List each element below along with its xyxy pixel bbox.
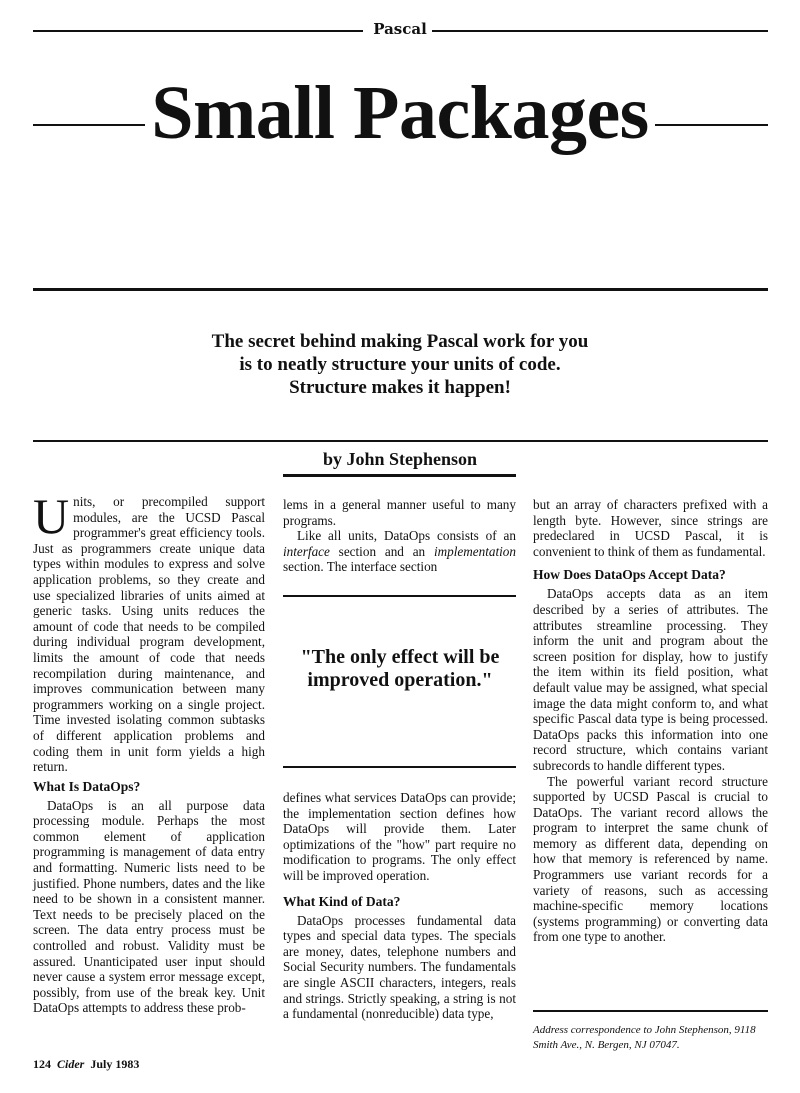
body-paragraph: DataOps is an all purpose data processing module. Perhaps the most common element of application programming is management of data entry and formatting. Numeric lists need to be justified. Phone numbers, dates and the like need to be shown in a consistent manner. Text needs to be precisely placed on the screen. The data entry process must be controlled and robust. Validity must be assured. Unanticipated user input should never cause a system error message except, possibly, from use of the break key. Unit DataOps attempts to address these prob- — [33, 797, 265, 1016]
page-footer — [33, 1057, 233, 1071]
subheading-what-is-dataops: What Is DataOps? — [33, 778, 141, 794]
column-2-top — [283, 497, 516, 575]
body-paragraph: but an array of characters prefixed with a length byte. However, since strings are predeclared in UCSD Pascal, it is convenient to think of them as fundamental. — [533, 497, 768, 559]
issue-date: July 1983 — [90, 1057, 140, 1071]
quote-rule-bottom — [283, 766, 516, 768]
section-label: Pascal — [0, 20, 800, 38]
body-paragraph: The powerful variant record structure supported by UCSD Pascal is crucial to DataOps. The variant record allows the program to interpret the same chunk of memory as different data, depending on how that memory is referenced by name. Programmers use variant records for a variety of reasons, such as accessing machine-specific memory locations (systems programming) or converting data from one type to another. — [533, 773, 768, 945]
body-paragraph: DataOps processes fundamental data types and special data types. The specials are money, dates, telephone numbers and Social Security numbers. The fundamentals are single ASCII characters, integers, reals and strings. Strictly speaking, a string is not a fundamental (nonreducible) data type, — [283, 912, 516, 1022]
deck-line: is to neatly structure your units of code. — [239, 354, 561, 375]
column-2-bottom — [283, 790, 516, 1022]
title-rule-right — [655, 124, 768, 126]
byline-rule-bottom — [283, 474, 516, 477]
column-3 — [533, 497, 768, 945]
correspondence-rule — [533, 1010, 768, 1012]
title-rule-left — [33, 124, 145, 126]
pull-quote: "The only effect will be improved operation." — [300, 646, 500, 691]
correspondence-note: Address correspondence to John Stephenson, 9118 Smith Ave., N. Bergen, NJ 07047. — [533, 1024, 756, 1051]
quote-rule-top — [283, 595, 516, 597]
byline-rule-top — [33, 440, 768, 442]
deck — [150, 330, 650, 399]
subheading-what-kind-of-data: What Kind of Data? — [283, 893, 401, 909]
page-number: 124 — [33, 1057, 51, 1071]
byline: by John Stephenson — [322, 449, 478, 469]
magazine-logo: Cider — [57, 1057, 85, 1071]
column-1 — [33, 488, 265, 1016]
deck-line: Structure makes it happen! — [289, 377, 511, 398]
page-title: Small Packages — [151, 71, 649, 155]
body-paragraph: lems in a general manner useful to many programs. — [283, 497, 516, 528]
drop-cap: U — [33, 488, 70, 544]
title-divider — [33, 288, 768, 291]
deck-line: The secret behind making Pascal work for you — [211, 331, 589, 352]
subheading-how-does-dataops-accept-data: How Does DataOps Accept Data? — [533, 567, 726, 583]
body-paragraph: DataOps accepts data as an item described by a series of attributes. The attributes streamline processing. They inform the unit and program about the screen position for display, how to justify the item within its field position, what default value may be assigned, what special image the data might conform to, and what specific Pascal data type is being processed. DataOps packs this information into one record structure, which contains variant subrecords to handle different types. — [533, 586, 768, 773]
body-paragraph: Like all units, DataOps consists of an interface section and an implementation section. The interface section — [283, 528, 516, 575]
intro-paragraph: Units, or precompiled support modules, are the UCSD Pascal programmer's great efficiency tools. Just as programmers create unique data types within modules to express and solve application problems, so they create and use specialized libraries of units aimed at generic tasks. Using units reduces the amount of code that needs to be compiled during individual program development, limits the amount of code that needs recompilation during maintenance, and improves communication between many programmers working on a single project. Time invested isolating common subtasks of different application problems and coding them in unit form yields a high return. — [33, 488, 265, 775]
body-paragraph: defines what services DataOps can provide; the implementation section defines how DataOps will provide them. Later optimizations of the "how" part require no modification to programs. The only effect will be improved operation. — [283, 790, 516, 883]
